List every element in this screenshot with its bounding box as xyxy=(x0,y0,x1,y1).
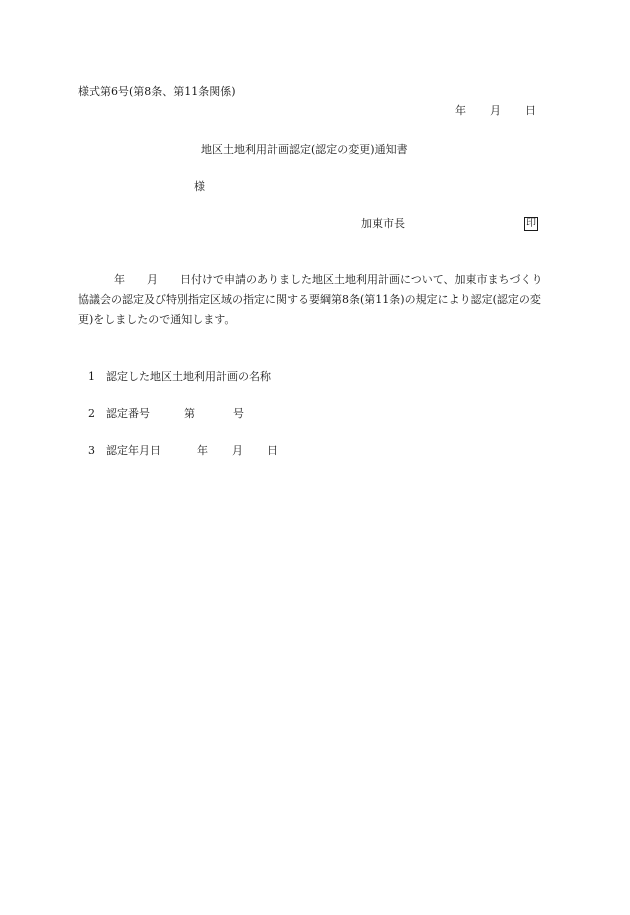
addressee-suffix: 様 xyxy=(194,180,205,193)
item-2-label: 認定番号 xyxy=(106,407,150,420)
item-2-suffix: 号 xyxy=(233,407,244,420)
item-3-month: 月 xyxy=(232,444,243,457)
body-year: 年 xyxy=(114,273,125,286)
document-title: 地区土地利用計画認定(認定の変更)通知書 xyxy=(201,143,408,156)
item-2-prefix: 第 xyxy=(184,407,195,420)
item-1-number: 1 xyxy=(88,370,95,383)
body-text: 日付けで申請のありました地区土地利用計画について、加東市まちづくり協議会の認定及び特別指定区域の指定に関する要綱第8条(第11条)の規定により認定(認定の変更)をしましたので通知します。 xyxy=(78,273,543,326)
issue-date xyxy=(455,104,536,118)
body-month: 月 xyxy=(147,273,158,286)
item-3-day: 日 xyxy=(267,444,278,457)
item-3 xyxy=(88,444,278,458)
item-3-label: 認定年月日 xyxy=(106,444,161,457)
date-year: 年 xyxy=(455,104,466,117)
date-day: 日 xyxy=(525,104,536,117)
date-month: 月 xyxy=(490,104,501,117)
form-label: 様式第6号(第8条、第11条関係) xyxy=(78,85,236,98)
item-2 xyxy=(88,407,244,421)
seal-stamp: 印 xyxy=(526,218,536,229)
item-2-number: 2 xyxy=(88,407,95,420)
item-1-label: 認定した地区土地利用計画の名称 xyxy=(106,370,271,383)
item-1 xyxy=(88,370,271,384)
sender-name: 加東市長 xyxy=(361,217,405,230)
notification-body xyxy=(78,270,553,330)
item-3-number: 3 xyxy=(88,444,95,457)
seal-mark xyxy=(524,216,538,231)
item-3-year: 年 xyxy=(197,444,208,457)
